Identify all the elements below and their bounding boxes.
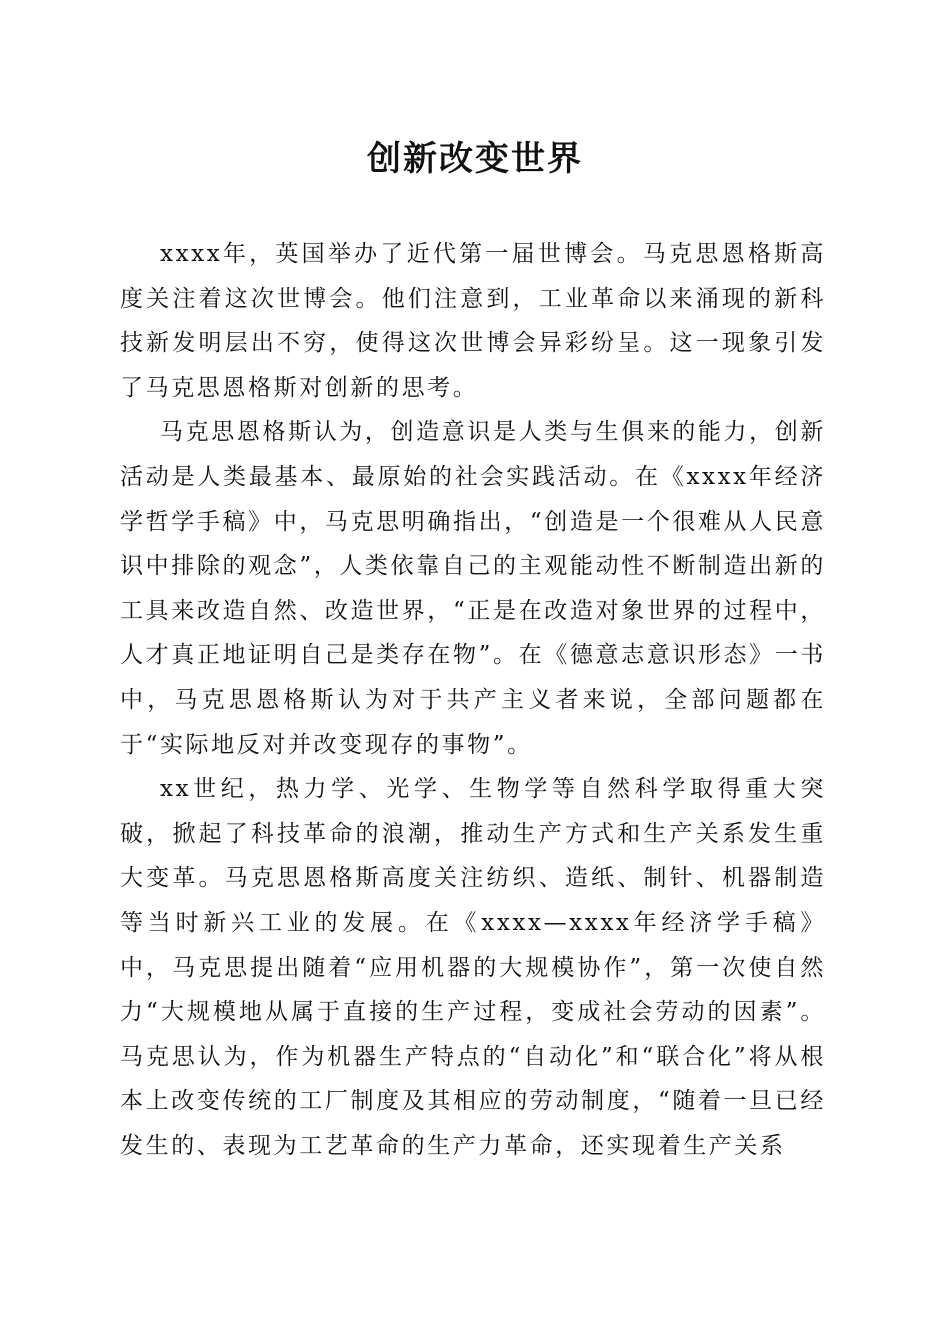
paragraph-1: xxxx年，英国举办了近代第一届世博会。马克思恩格斯高度关注着这次世博会。他们注意到，工业革命以来涌现的新科技新发明层出不穷，使得这次世博会异彩纷呈。这一现象引发了马克思恩格斯对创新的思考。 xyxy=(120,241,826,401)
document-body xyxy=(120,232,826,1168)
paragraph-3: xx世纪，热力学、光学、生物学等自然科学取得重大突破，掀起了科技革命的浪潮，推动生产方式和生产关系发生重大变革。马克思恩格斯高度关注纺织、造纸、制针、机器制造等当时新兴工业的发展。在《xxxx—xxxx年经济学手稿》中，马克思提出随着“应用机器的大规模协作”，第一次使自然力“大规模地从属于直接的生产过程，变成社会劳动的因素”。马克思认为，作为机器生产特点的“自动化”和“联合化”将从根本上改变传统的工厂制度及其相应的劳动制度，“随着一旦已经发生的、表现为工艺革命的生产力革命，还实现着生产关系 xyxy=(120,776,826,1159)
document-title: 创新改变世界 xyxy=(367,139,583,179)
paragraph-2: 马克思恩格斯认为，创造意识是人类与生俱来的能力，创新活动是人类最基本、最原始的社会实践活动。在《xxxx年经济学哲学手稿》中，马克思明确指出，“创造是一个很难从人民意识中排除的观念”，人类依靠自己的主观能动性不断制造出新的工具来改造自然、改造世界，“正是在改造对象世界的过程中，人才真正地证明自己是类存在物”。在《德意志意识形态》一书中，马克思恩格斯认为对于共产主义者来说，全部问题都在于“实际地反对并改变现存的事物”。 xyxy=(120,419,826,758)
